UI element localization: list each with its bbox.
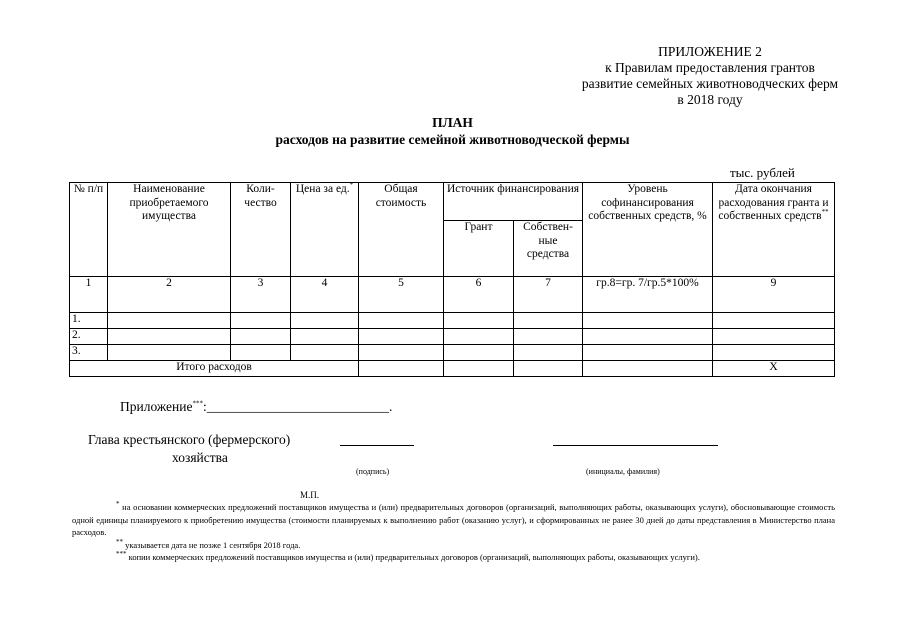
signature-caption: (подпись) [356, 467, 390, 476]
plan-table [69, 182, 835, 377]
name-caption: (инициалы, фамилия) [586, 467, 660, 476]
row-number: 1. [70, 313, 108, 329]
header-price [291, 183, 359, 277]
col-number-2: 2 [108, 277, 231, 313]
plan-subtitle: расходов на развитие семейной животноводческой фермы [275, 132, 630, 147]
footnote-3 [72, 551, 835, 564]
col-number-7: 7 [514, 277, 583, 313]
appendix-line-2: развитие семейных животноводческих ферм [581, 76, 839, 91]
header-own: Собствен-ные средства [514, 221, 583, 277]
appendix-block [520, 44, 900, 108]
footnote-2-mark: ** [116, 537, 123, 546]
appendix-line-1: к Правилам предоставления грантов [605, 60, 815, 75]
table-row [70, 345, 835, 361]
total-row [70, 361, 835, 377]
total-date: Х [713, 361, 835, 377]
header-grant: Грант [444, 221, 514, 277]
footnote-3-text: копии коммерческих предложений поставщиков имущества и (или) предварительных договоров (организаций, выполняющих работы, оказывающих услуги). [128, 552, 700, 563]
signature-line [340, 445, 414, 446]
attachment-blank: :___________________________. [202, 399, 393, 414]
footnote-1-mark: * [116, 500, 120, 509]
header-date [713, 183, 835, 277]
row-number: 2. [70, 329, 108, 345]
footnote-2 [72, 539, 835, 552]
head-title-line-1: Глава крестьянского (фермерского) [88, 432, 291, 447]
head-title-line-2: хозяйства [172, 450, 228, 465]
col-number-8: гр.8=гр. 7/гр.5*100% [583, 277, 713, 313]
row-number: 3. [70, 345, 108, 361]
stamp-label: М.П. [300, 490, 320, 500]
appendix-line-3: в 2018 году [677, 92, 743, 107]
appendix-title: ПРИЛОЖЕНИЕ 2 [658, 44, 762, 59]
attachment-label: Приложение [120, 399, 193, 414]
plan-title: ПЛАН [432, 115, 473, 130]
header-qty: Коли-чество [231, 183, 291, 277]
col-number-3: 3 [231, 277, 291, 313]
header-price-label: Цена за ед. [295, 183, 350, 195]
header-name: Наименование приобретаемого имущества [108, 183, 231, 277]
col-number-5: 5 [359, 277, 444, 313]
col-number-9: 9 [713, 277, 835, 313]
name-line [553, 445, 718, 446]
header-price-mark: * [349, 181, 354, 190]
footnotes [72, 501, 835, 564]
col-number-6: 6 [444, 277, 514, 313]
attachment-mark: *** [192, 399, 203, 408]
table-row [70, 329, 835, 345]
footnote-1 [72, 501, 835, 539]
attachment-line [120, 399, 392, 415]
footnote-3-mark: *** [116, 550, 127, 559]
header-date-label: Дата окончания расходования гранта и собственных средств [718, 183, 829, 222]
col-number-1: 1 [70, 277, 108, 313]
table-row [70, 313, 835, 329]
header-date-mark: ** [821, 208, 829, 217]
header-level: Уровень софинансирования собственных средств, % [583, 183, 713, 277]
footnote-1-text: на основании коммерческих предложений поставщиков имущества и (или) предварительных договоров (организаций, выполняющих работы, оказывающих услуги), обосновывающие стоимость одной единицы планируемого к приобретению имущества (стоимости планируемых к выполнению работ (оказанию услуг), и сформированных не ранее 30 дней до даты представления в Министерство плана расходов. [72, 502, 835, 538]
header-source: Источник финансирования [444, 183, 583, 221]
header-num: № п/п [70, 183, 108, 277]
header-total: Общая стоимость [359, 183, 444, 277]
units-label: тыс. рублей [730, 165, 795, 180]
total-label: Итого расходов [70, 361, 359, 377]
col-number-4: 4 [291, 277, 359, 313]
column-number-row [70, 277, 835, 313]
footnote-2-text: указывается дата не позже 1 сентября 2018 года. [125, 539, 301, 550]
